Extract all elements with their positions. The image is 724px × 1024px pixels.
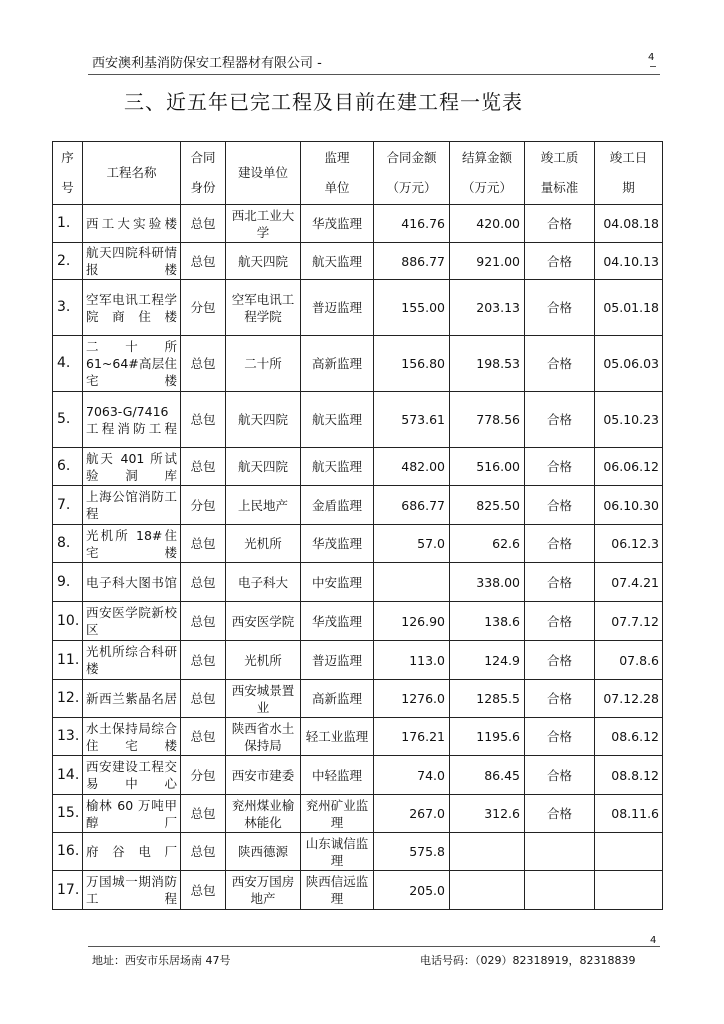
project-name-cell: 电子科大图书馆 bbox=[83, 563, 181, 602]
header-quality: 竣工质 量标准 bbox=[525, 142, 595, 205]
contract-amount-cell: 113.0 bbox=[374, 641, 450, 680]
project-name-cell: 府谷电厂 bbox=[83, 833, 181, 871]
header-settled-amount: 结算金额 （万元） bbox=[450, 142, 525, 205]
quality-standard-cell: 合格 bbox=[525, 336, 595, 392]
document-title: 三、近五年已完工程及目前在建工程一览表 bbox=[124, 90, 523, 114]
supervisor-cell: 普迈监理 bbox=[301, 280, 374, 336]
row-index-cell: 5. bbox=[53, 392, 83, 448]
row-index-cell: 13. bbox=[53, 718, 83, 756]
contract-role-cell: 总包 bbox=[181, 718, 226, 756]
owner-cell: 电子科大 bbox=[226, 563, 301, 602]
completion-date-cell: 06.12.3 bbox=[595, 525, 663, 563]
owner-cell: 陕西德源 bbox=[226, 833, 301, 871]
completion-date-cell: 08.11.6 bbox=[595, 795, 663, 833]
quality-standard-cell: 合格 bbox=[525, 243, 595, 280]
supervisor-cell: 高新监理 bbox=[301, 336, 374, 392]
table-row bbox=[53, 563, 663, 602]
row-index-cell: 1. bbox=[53, 205, 83, 243]
project-name-cell: 西工大实验楼 bbox=[83, 205, 181, 243]
settled-amount-cell: 921.00 bbox=[450, 243, 525, 280]
settled-amount-cell: 1195.6 bbox=[450, 718, 525, 756]
completion-date-cell bbox=[595, 833, 663, 871]
quality-standard-cell: 合格 bbox=[525, 392, 595, 448]
owner-cell: 航天四院 bbox=[226, 243, 301, 280]
row-index-cell: 6. bbox=[53, 448, 83, 486]
contract-role-cell: 总包 bbox=[181, 871, 226, 910]
contract-role-cell: 总包 bbox=[181, 525, 226, 563]
contract-role-cell: 总包 bbox=[181, 392, 226, 448]
quality-standard-cell: 合格 bbox=[525, 448, 595, 486]
owner-cell: 航天四院 bbox=[226, 448, 301, 486]
completion-date-cell: 04.08.18 bbox=[595, 205, 663, 243]
contract-role-cell: 总包 bbox=[181, 336, 226, 392]
table-row bbox=[53, 486, 663, 525]
project-name-cell: 水土保持局综合住宅楼 bbox=[83, 718, 181, 756]
contract-amount-cell: 74.0 bbox=[374, 756, 450, 795]
footer-phone: 电话号码：（029）82318919，82318839 bbox=[420, 954, 636, 967]
contract-amount-cell: 57.0 bbox=[374, 525, 450, 563]
settled-amount-cell: 198.53 bbox=[450, 336, 525, 392]
contract-role-cell: 总包 bbox=[181, 602, 226, 641]
owner-cell: 西北工业大学 bbox=[226, 205, 301, 243]
settled-amount-cell bbox=[450, 871, 525, 910]
contract-role-cell: 总包 bbox=[181, 563, 226, 602]
settled-amount-cell: 778.56 bbox=[450, 392, 525, 448]
contract-role-cell: 分包 bbox=[181, 756, 226, 795]
settled-amount-cell: 62.6 bbox=[450, 525, 525, 563]
settled-amount-cell: 338.00 bbox=[450, 563, 525, 602]
table-row bbox=[53, 680, 663, 718]
contract-amount-cell: 267.0 bbox=[374, 795, 450, 833]
supervisor-cell: 高新监理 bbox=[301, 680, 374, 718]
project-name-cell: 光机所 18#住宅楼 bbox=[83, 525, 181, 563]
contract-role-cell: 总包 bbox=[181, 448, 226, 486]
quality-standard-cell bbox=[525, 871, 595, 910]
project-name-cell: 万国城一期消防工程 bbox=[83, 871, 181, 910]
contract-role-cell: 总包 bbox=[181, 680, 226, 718]
header-page-number: 4 bbox=[648, 52, 655, 63]
row-index-cell: 11. bbox=[53, 641, 83, 680]
settled-amount-cell: 825.50 bbox=[450, 486, 525, 525]
owner-cell: 西安医学院 bbox=[226, 602, 301, 641]
table-row bbox=[53, 280, 663, 336]
contract-amount-cell: 155.00 bbox=[374, 280, 450, 336]
header-completion-date: 竣工日 期 bbox=[595, 142, 663, 205]
project-name-cell: 航天 401 所试验洞库 bbox=[83, 448, 181, 486]
supervisor-cell: 航天监理 bbox=[301, 448, 374, 486]
supervisor-cell: 陕西信远监理 bbox=[301, 871, 374, 910]
owner-cell: 光机所 bbox=[226, 525, 301, 563]
settled-amount-cell: 1285.5 bbox=[450, 680, 525, 718]
table-header-row bbox=[53, 142, 663, 205]
owner-cell: 兖州煤业榆林能化 bbox=[226, 795, 301, 833]
settled-amount-cell: 86.45 bbox=[450, 756, 525, 795]
supervisor-cell: 华茂监理 bbox=[301, 602, 374, 641]
header-company: 西安澳利基消防保安工程器材有限公司 - bbox=[92, 56, 322, 71]
completion-date-cell: 04.10.13 bbox=[595, 243, 663, 280]
quality-standard-cell: 合格 bbox=[525, 756, 595, 795]
table-row bbox=[53, 205, 663, 243]
quality-standard-cell: 合格 bbox=[525, 680, 595, 718]
owner-cell: 西安市建委 bbox=[226, 756, 301, 795]
contract-amount-cell: 156.80 bbox=[374, 336, 450, 392]
owner-cell: 二十所 bbox=[226, 336, 301, 392]
header-owner: 建设单位 bbox=[226, 142, 301, 205]
settled-amount-cell: 312.6 bbox=[450, 795, 525, 833]
table-row bbox=[53, 392, 663, 448]
contract-amount-cell: 126.90 bbox=[374, 602, 450, 641]
quality-standard-cell: 合格 bbox=[525, 795, 595, 833]
supervisor-cell: 山东诚信监理 bbox=[301, 833, 374, 871]
settled-amount-cell: 420.00 bbox=[450, 205, 525, 243]
project-name-cell: 榆林 60 万吨甲醇厂 bbox=[83, 795, 181, 833]
completion-date-cell: 06.10.30 bbox=[595, 486, 663, 525]
quality-standard-cell: 合格 bbox=[525, 563, 595, 602]
completion-date-cell: 08.8.12 bbox=[595, 756, 663, 795]
contract-role-cell: 总包 bbox=[181, 833, 226, 871]
header-supervisor: 监理 单位 bbox=[301, 142, 374, 205]
supervisor-cell: 金盾监理 bbox=[301, 486, 374, 525]
contract-amount-cell: 416.76 bbox=[374, 205, 450, 243]
row-index-cell: 8. bbox=[53, 525, 83, 563]
contract-amount-cell: 1276.0 bbox=[374, 680, 450, 718]
settled-amount-cell: 138.6 bbox=[450, 602, 525, 641]
settled-amount-cell: 203.13 bbox=[450, 280, 525, 336]
contract-amount-cell: 205.0 bbox=[374, 871, 450, 910]
contract-amount-cell: 482.00 bbox=[374, 448, 450, 486]
project-name-cell: 光机所综合科研楼 bbox=[83, 641, 181, 680]
row-index-cell: 16. bbox=[53, 833, 83, 871]
table-row bbox=[53, 525, 663, 563]
contract-amount-cell: 886.77 bbox=[374, 243, 450, 280]
supervisor-cell: 中轻监理 bbox=[301, 756, 374, 795]
row-index-cell: 15. bbox=[53, 795, 83, 833]
contract-amount-cell: 686.77 bbox=[374, 486, 450, 525]
row-index-cell: 4. bbox=[53, 336, 83, 392]
owner-cell: 西安城景置业 bbox=[226, 680, 301, 718]
header-rule bbox=[88, 74, 660, 75]
table-row bbox=[53, 243, 663, 280]
contract-role-cell: 总包 bbox=[181, 641, 226, 680]
owner-cell: 西安万国房地产 bbox=[226, 871, 301, 910]
table-row bbox=[53, 718, 663, 756]
quality-standard-cell: 合格 bbox=[525, 602, 595, 641]
table-row bbox=[53, 641, 663, 680]
supervisor-cell: 普迈监理 bbox=[301, 641, 374, 680]
completion-date-cell: 05.10.23 bbox=[595, 392, 663, 448]
completion-date-cell: 05.01.18 bbox=[595, 280, 663, 336]
table-row bbox=[53, 336, 663, 392]
quality-standard-cell: 合格 bbox=[525, 486, 595, 525]
quality-standard-cell: 合格 bbox=[525, 641, 595, 680]
supervisor-cell: 航天监理 bbox=[301, 392, 374, 448]
table-row bbox=[53, 602, 663, 641]
footer-rule bbox=[88, 946, 660, 947]
row-index-cell: 9. bbox=[53, 563, 83, 602]
footer-page-number: 4 bbox=[650, 935, 657, 946]
project-name-cell: 7063-G/7416工程消防工程 bbox=[83, 392, 181, 448]
completion-date-cell: 06.06.12 bbox=[595, 448, 663, 486]
settled-amount-cell bbox=[450, 833, 525, 871]
completion-date-cell: 05.06.03 bbox=[595, 336, 663, 392]
row-index-cell: 12. bbox=[53, 680, 83, 718]
table-row bbox=[53, 795, 663, 833]
row-index-cell: 7. bbox=[53, 486, 83, 525]
row-index-cell: 2. bbox=[53, 243, 83, 280]
contract-role-cell: 分包 bbox=[181, 486, 226, 525]
contract-role-cell: 分包 bbox=[181, 280, 226, 336]
owner-cell: 光机所 bbox=[226, 641, 301, 680]
contract-role-cell: 总包 bbox=[181, 795, 226, 833]
quality-standard-cell: 合格 bbox=[525, 718, 595, 756]
completion-date-cell: 07.12.28 bbox=[595, 680, 663, 718]
quality-standard-cell: 合格 bbox=[525, 280, 595, 336]
completion-date-cell: 07.4.21 bbox=[595, 563, 663, 602]
project-name-cell: 航天四院科研情报楼 bbox=[83, 243, 181, 280]
contract-role-cell: 总包 bbox=[181, 243, 226, 280]
project-name-cell: 上海公馆消防工程 bbox=[83, 486, 181, 525]
owner-cell: 空军电讯工程学院 bbox=[226, 280, 301, 336]
quality-standard-cell: 合格 bbox=[525, 205, 595, 243]
project-name-cell: 西安医学院新校区 bbox=[83, 602, 181, 641]
projects-table bbox=[52, 141, 663, 910]
row-index-cell: 14. bbox=[53, 756, 83, 795]
row-index-cell: 17. bbox=[53, 871, 83, 910]
project-name-cell: 二十所 61~64#高层住宅楼 bbox=[83, 336, 181, 392]
completion-date-cell: 07.8.6 bbox=[595, 641, 663, 680]
contract-amount-cell: 573.61 bbox=[374, 392, 450, 448]
owner-cell: 上民地产 bbox=[226, 486, 301, 525]
supervisor-cell: 兖州矿业监理 bbox=[301, 795, 374, 833]
header-tick bbox=[650, 66, 656, 67]
owner-cell: 航天四院 bbox=[226, 392, 301, 448]
header-project-name: 工程名称 bbox=[83, 142, 181, 205]
header-index: 序 号 bbox=[53, 142, 83, 205]
supervisor-cell: 航天监理 bbox=[301, 243, 374, 280]
completion-date-cell: 07.7.12 bbox=[595, 602, 663, 641]
completion-date-cell bbox=[595, 871, 663, 910]
contract-amount-cell bbox=[374, 563, 450, 602]
contract-amount-cell: 575.8 bbox=[374, 833, 450, 871]
completion-date-cell: 08.6.12 bbox=[595, 718, 663, 756]
row-index-cell: 3. bbox=[53, 280, 83, 336]
contract-role-cell: 总包 bbox=[181, 205, 226, 243]
quality-standard-cell bbox=[525, 833, 595, 871]
settled-amount-cell: 516.00 bbox=[450, 448, 525, 486]
header-contract-amount: 合同金额 （万元） bbox=[374, 142, 450, 205]
settled-amount-cell: 124.9 bbox=[450, 641, 525, 680]
project-name-cell: 空军电讯工程学院商住楼 bbox=[83, 280, 181, 336]
supervisor-cell: 中安监理 bbox=[301, 563, 374, 602]
table-row bbox=[53, 871, 663, 910]
header-contract-role: 合同 身份 bbox=[181, 142, 226, 205]
project-name-cell: 新西兰紫晶名居 bbox=[83, 680, 181, 718]
supervisor-cell: 华茂监理 bbox=[301, 205, 374, 243]
row-index-cell: 10. bbox=[53, 602, 83, 641]
quality-standard-cell: 合格 bbox=[525, 525, 595, 563]
supervisor-cell: 轻工业监理 bbox=[301, 718, 374, 756]
project-name-cell: 西安建设工程交易中心 bbox=[83, 756, 181, 795]
footer-address: 地址：西安市乐居场南 47号 bbox=[92, 954, 231, 967]
table-row bbox=[53, 448, 663, 486]
contract-amount-cell: 176.21 bbox=[374, 718, 450, 756]
owner-cell: 陕西省水土保持局 bbox=[226, 718, 301, 756]
supervisor-cell: 华茂监理 bbox=[301, 525, 374, 563]
table-row bbox=[53, 833, 663, 871]
table-row bbox=[53, 756, 663, 795]
